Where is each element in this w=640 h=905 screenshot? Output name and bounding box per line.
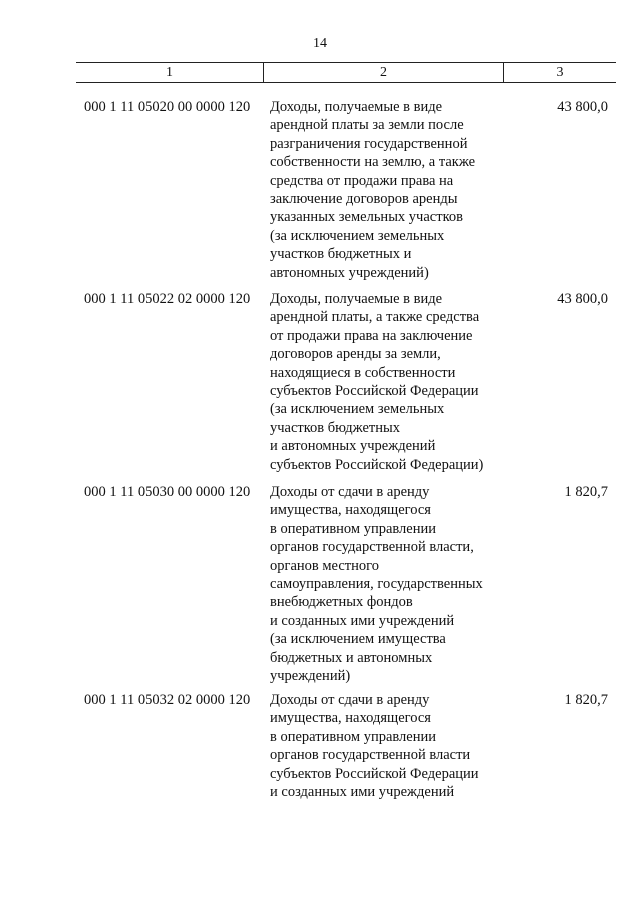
description-line: и созданных ими учреждений — [270, 612, 455, 629]
description-line: самоуправления, государственных — [270, 576, 483, 593]
income-description — [270, 98, 515, 282]
description-line: (за исключением имущества — [270, 631, 446, 648]
amount-value: 1 820,7 — [564, 692, 608, 708]
description-line: от продажи права на заключение — [270, 327, 473, 344]
budget-classification-code: 000 1 11 05020 00 0000 120 — [84, 99, 251, 115]
description-line: бюджетных и автономных — [270, 649, 433, 666]
income-description — [270, 483, 515, 685]
income-description — [270, 290, 515, 474]
description-line: имущества, находящегося — [270, 710, 431, 727]
header-column-3: 3 — [503, 63, 616, 82]
description-line: субъектов Российской Федерации — [270, 765, 479, 782]
description-line: заключение договоров аренды — [270, 191, 458, 208]
amount-value: 43 800,0 — [557, 99, 608, 115]
budget-classification-code: 000 1 11 05032 02 0000 120 — [84, 692, 251, 708]
description-line: арендной платы за земли после — [270, 117, 464, 134]
description-line: в оперативном управлении — [270, 520, 437, 537]
description-line: Доходы, получаемые в виде — [270, 99, 443, 115]
header-column-2: 2 — [263, 63, 503, 82]
budget-classification-code: 000 1 11 05030 00 0000 120 — [84, 484, 251, 500]
description-line: (за исключением земельных — [270, 227, 445, 244]
description-line: договоров аренды за земли, — [270, 346, 441, 363]
description-line: имущества, находящегося — [270, 502, 431, 519]
header-column-1: 1 — [166, 65, 173, 80]
description-line: Доходы, получаемые в виде — [270, 291, 443, 307]
page-number: 14 — [313, 36, 327, 51]
income-description — [270, 691, 515, 801]
amount-value: 1 820,7 — [564, 484, 608, 500]
description-line: органов государственной власти, — [270, 539, 474, 556]
description-line: Доходы от сдачи в аренду — [270, 484, 430, 500]
description-line: органов государственной власти — [270, 747, 471, 764]
table-header — [76, 62, 616, 83]
description-line: арендной платы, а также средства — [270, 309, 480, 326]
description-line: (за исключением земельных — [270, 401, 445, 418]
amount-value: 43 800,0 — [557, 291, 608, 307]
budget-classification-code: 000 1 11 05022 02 0000 120 — [84, 291, 251, 307]
description-line: участков бюджетных и — [270, 246, 412, 263]
description-line: указанных земельных участков — [270, 209, 463, 226]
description-line: автономных учреждений) — [270, 264, 429, 281]
description-line: находящиеся в собственности — [270, 364, 456, 381]
description-line: органов местного — [270, 557, 379, 574]
description-line: разграничения государственной — [270, 135, 468, 152]
description-line: участков бюджетных — [270, 419, 400, 436]
description-line: субъектов Российской Федерации — [270, 383, 479, 400]
description-line: учреждений) — [270, 668, 351, 685]
description-line: собственности на землю, а также — [270, 154, 476, 171]
description-line: и созданных ими учреждений — [270, 784, 455, 801]
description-line: в оперативном управлении — [270, 728, 437, 745]
description-line: средства от продажи права на — [270, 172, 454, 189]
description-line: внебюджетных фондов — [270, 594, 413, 611]
description-line: субъектов Российской Федерации) — [270, 456, 484, 473]
description-line: Доходы от сдачи в аренду — [270, 692, 430, 708]
description-line: и автономных учреждений — [270, 438, 436, 455]
